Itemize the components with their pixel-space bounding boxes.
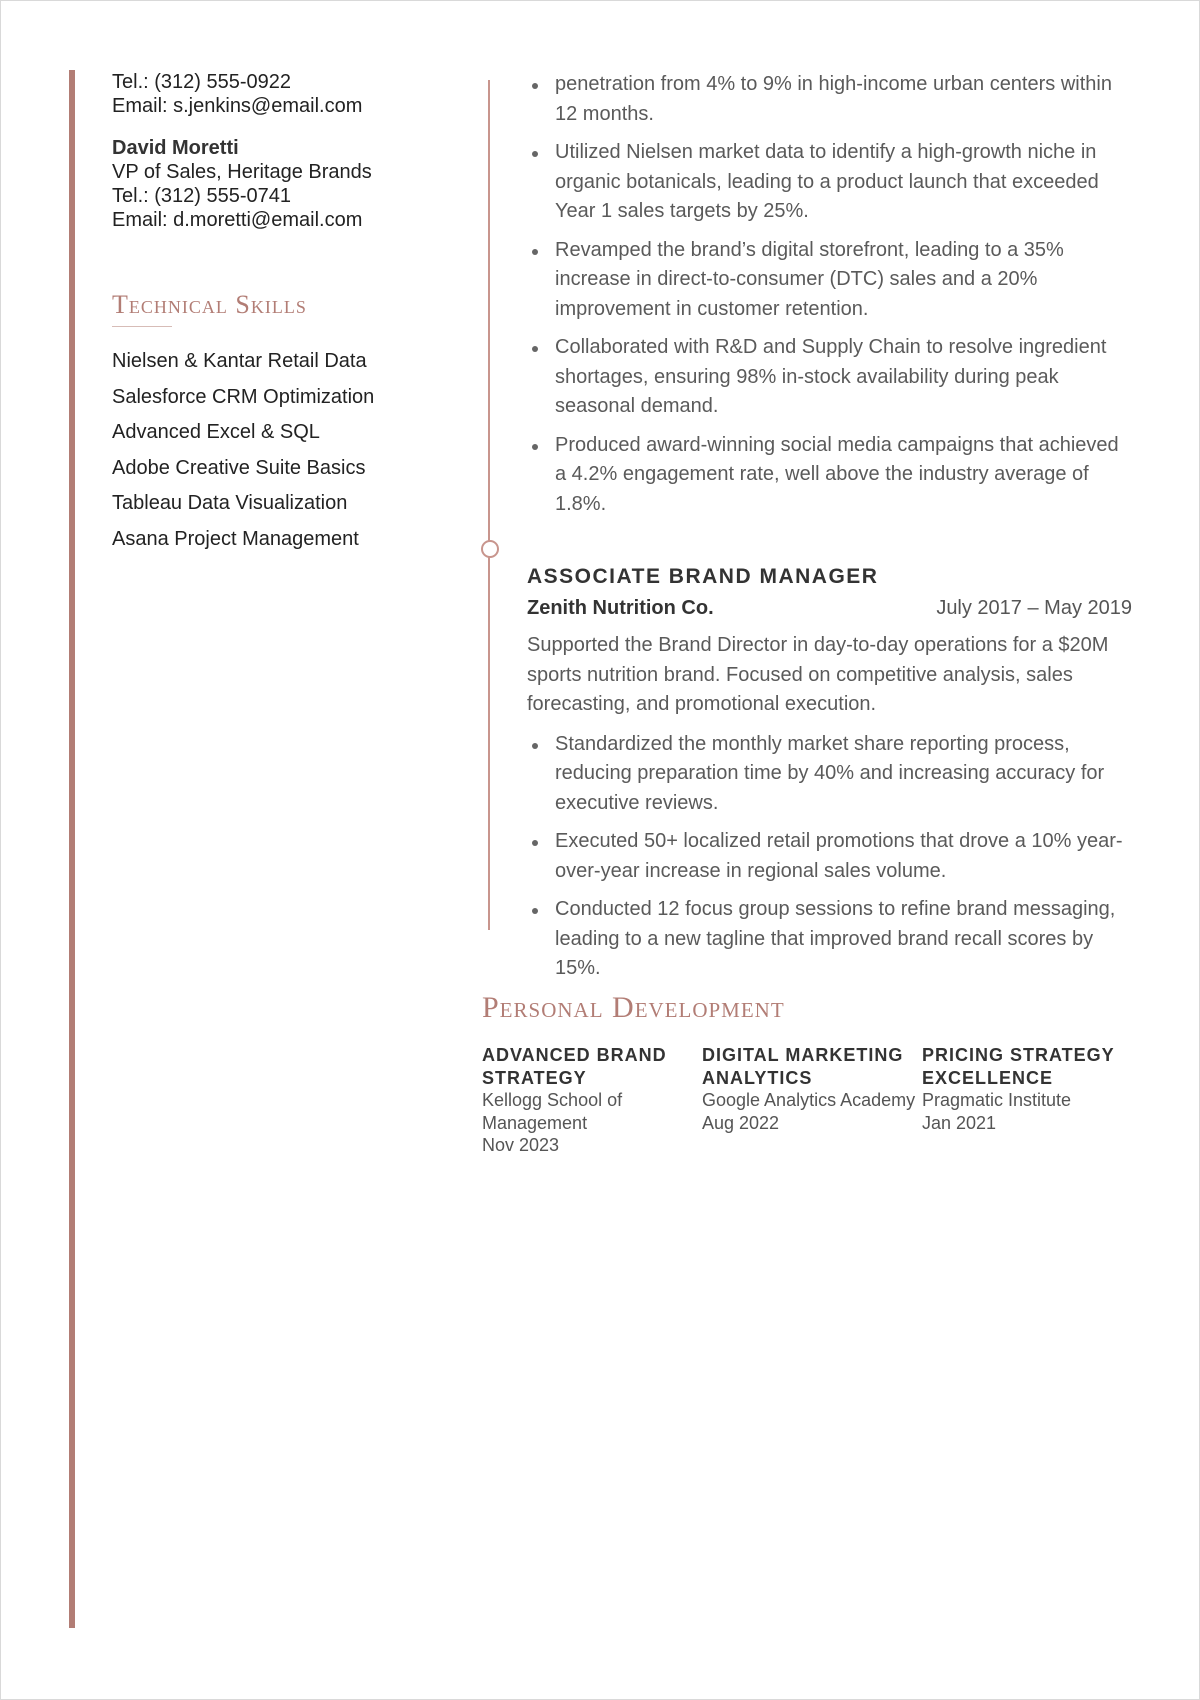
bullet-item: Conducted 12 focus group sessions to refine brand messaging, leading to a new tagline that improved brand recall scores by 15%. <box>527 895 1132 984</box>
skill-item: Adobe Creative Suite Basics <box>112 456 366 479</box>
course-title: PRICING STRATEGY EXCELLENCE <box>922 1045 1115 1088</box>
reference-david-moretti <box>112 136 442 232</box>
job-bullet-list <box>527 730 1132 984</box>
reference-partial <box>112 70 442 118</box>
continued-bullet-list <box>527 70 1132 519</box>
reference-tel: Tel.: (312) 555-0922 <box>112 71 292 93</box>
course-institution: Pragmatic Institute <box>922 1090 1072 1110</box>
job-summary: Supported the Brand Director in day-to-day operations for a $20M sports nutrition brand. Focused on competitive analysis, sales forecasting, and promotional execution. <box>527 634 1109 715</box>
job-dates: July 2017 – May 2019 <box>936 597 1132 619</box>
course-title: ADVANCED BRAND STRATEGY <box>482 1045 667 1088</box>
skill-item: Advanced Excel & SQL <box>112 421 320 444</box>
course-date: Nov 2023 <box>482 1135 560 1155</box>
left-accent-bar <box>69 70 75 1628</box>
course-item <box>482 1044 702 1157</box>
left-column <box>112 70 442 563</box>
timeline-dot-icon <box>481 540 499 558</box>
bullet-item: Standardized the monthly market share reporting process, reducing preparation time by 40% and increasing accuracy for executive reviews. <box>527 730 1132 819</box>
personal-development-heading: Personal Development <box>482 991 785 1024</box>
reference-role: VP of Sales, Heritage Brands <box>112 161 372 183</box>
personal-development-grid <box>482 1044 1142 1157</box>
skills-list <box>112 349 442 551</box>
job-meta <box>527 593 1132 623</box>
course-item <box>702 1044 922 1157</box>
course-date: Jan 2021 <box>922 1112 997 1133</box>
course-date: Aug 2022 <box>702 1112 780 1133</box>
course-institution: Google Analytics Academy <box>702 1090 916 1110</box>
bullet-item: Executed 50+ localized retail promotions that drove a 10% year-over-year increase in regional sales volume. <box>527 827 1132 886</box>
experience-column <box>527 70 1132 993</box>
skill-item: Tableau Data Visualization <box>112 492 348 515</box>
bullet-item: Utilized Nielsen market data to identify a high-growth niche in organic botanicals, leading to a product launch that exceeded Year 1 sales targets by 25%. <box>527 138 1132 227</box>
course-item <box>922 1044 1142 1157</box>
company-name: Zenith Nutrition Co. <box>527 597 714 619</box>
personal-development-section <box>482 990 1142 1157</box>
course-title: DIGITAL MARKETING ANALYTICS <box>702 1045 904 1088</box>
bullet-item: Produced award-winning social media campaigns that achieved a 4.2% engagement rate, well above the industry average of 1.8%. <box>527 431 1132 520</box>
job-entry <box>527 563 1132 984</box>
skill-item: Salesforce CRM Optimization <box>112 385 375 408</box>
reference-email: Email: d.moretti@email.com <box>112 209 363 231</box>
technical-skills-heading: Technical Skills <box>112 290 307 319</box>
reference-tel: Tel.: (312) 555-0741 <box>112 185 292 207</box>
timeline-line <box>488 80 490 930</box>
bullet-item: Revamped the brand’s digital storefront, leading to a 35% increase in direct-to-consumer (DTC) sales and a 20% improvement in customer retention. <box>527 236 1132 325</box>
bullet-item: Collaborated with R&D and Supply Chain to resolve ingredient shortages, ensuring 98% in-stock availability during peak seasonal demand. <box>527 333 1132 422</box>
skill-item: Asana Project Management <box>112 527 359 550</box>
reference-name: David Moretti <box>112 137 239 159</box>
bullet-item: penetration from 4% to 9% in high-income urban centers within 12 months. <box>527 70 1132 129</box>
course-institution: Kellogg School of Management <box>482 1090 623 1133</box>
heading-underline <box>112 326 172 327</box>
reference-email: Email: s.jenkins@email.com <box>112 95 363 117</box>
skill-item: Nielsen & Kantar Retail Data <box>112 350 367 372</box>
job-title: ASSOCIATE BRAND MANAGER <box>527 565 879 588</box>
